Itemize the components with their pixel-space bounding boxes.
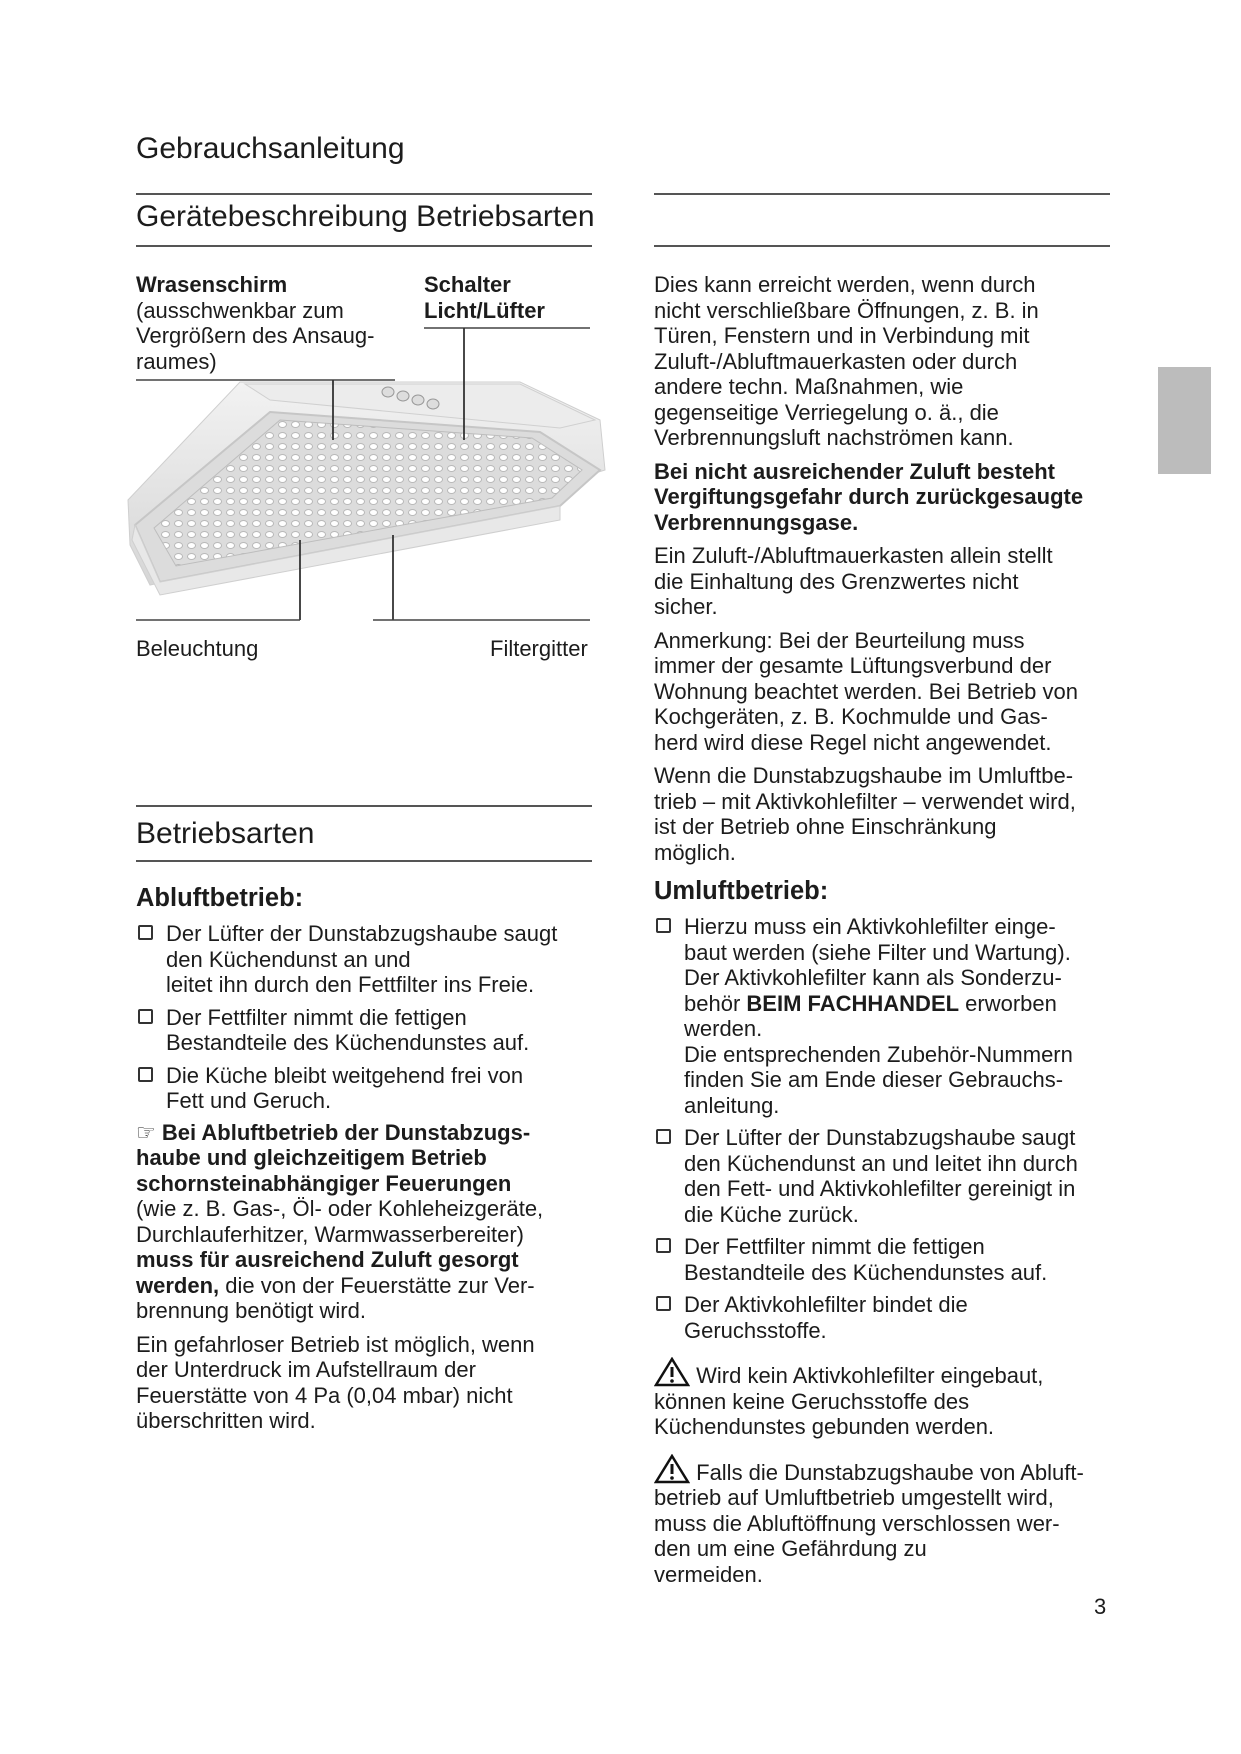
section-title: Gerätebeschreibung Betriebsarten <box>136 200 595 233</box>
abluft-paragraph: Ein gefahrloser Betrieb ist möglich, wenn der Unterdruck im Aufstellraum der Feuerstätte von 4 Pa (0,04 mbar) nicht überschritten wird. <box>136 1331 535 1433</box>
divider <box>654 193 1110 195</box>
umluft-heading: Umluftbetrieb: <box>654 877 829 905</box>
list-item: Der Aktivkohlefilter bindet die Geruchsstoffe. <box>654 1292 1124 1343</box>
checkbox-bullet-icon <box>138 1009 153 1024</box>
paragraph: Wenn die Dunstabzugshaube im Umluftbe- trieb – mit Aktivkohlefilter – verwendet wird, ist der Betrieb ohne Einschränkung möglich. <box>654 763 1076 865</box>
abluft-note: ☞ Bei Abluftbetrieb der Dunstabzugs- haube und gleichzeitigem Betrieb schornsteinabhängiger Feuerungen (wie z. B. Gas-, Öl- oder Kohleheizgeräte, Durchlauferhitzer, Warmwasserbereiter) muss für ausreichend Zuluft gesorgt werden, die von der Feuerstätte zur Ver- brennung benötigt wird. <box>136 1119 544 1323</box>
warning-triangle-icon <box>654 1357 690 1387</box>
label-beleuchtung: Beleuchtung <box>136 636 259 661</box>
divider <box>136 805 592 807</box>
list-item: Die Küche bleibt weitgehend frei von Fett und Geruch. <box>136 1063 596 1114</box>
label-schalter: Schalter Licht/Lüfter <box>424 272 545 323</box>
thumb-index-tab <box>1158 367 1211 474</box>
label-filtergitter: Filtergitter <box>490 636 588 661</box>
list-item: Der Fettfilter nimmt die fettigen Bestandteile des Küchendunstes auf. <box>654 1234 1124 1285</box>
checkbox-bullet-icon <box>138 1067 153 1082</box>
list-item: Der Fettfilter nimmt die fettigen Bestandteile des Küchendunstes auf. <box>136 1005 596 1056</box>
divider <box>654 245 1110 247</box>
warning-note: Falls die Dunstabzugshaube von Abluft- betrieb auf Umluftbetrieb umgestellt wird, muss die Abluftöffnung verschlossen wer- den um eine Gefährdung zu vermeiden. <box>654 1454 1124 1588</box>
paragraph: Anmerkung: Bei der Beurteilung muss immer der gesamte Lüftungsverbund der Wohnung beachtet werden. Bei Betrieb von Kochgeräten, z. B. Kochmulde und Gas- herd wird diese Regel nicht angewendet. <box>654 627 1078 755</box>
checkbox-bullet-icon <box>138 925 153 940</box>
warning-note: Wird kein Aktivkohlefilter eingebaut, können keine Geruchsstoffe des Küchendunstes gebunden werden. <box>654 1357 1124 1440</box>
label-wrasenschirm: Wrasenschirm (ausschwenkbar zum Vergrößern des Ansaug- raumes) <box>136 272 375 374</box>
list-item: Der Lüfter der Dunstabzugshaube saugt den Küchendunst an und leitet ihn durch den Fett- und Aktivkohlefilter gereinigt in die Küche zurück. <box>654 1125 1124 1227</box>
divider <box>136 245 592 247</box>
list-item: Der Lüfter der Dunstabzugshaube saugt den Küchendunst an und leitet ihn durch den Fettfilter ins Freie. <box>136 921 596 998</box>
page-number: 3 <box>1094 1594 1107 1619</box>
divider <box>136 860 592 862</box>
checkbox-bullet-icon <box>656 1296 671 1311</box>
checkbox-bullet-icon <box>656 918 671 933</box>
abluft-heading: Abluftbetrieb: <box>136 884 304 912</box>
pointing-hand-icon: ☞ <box>136 1119 156 1145</box>
checkbox-bullet-icon <box>656 1129 671 1144</box>
right-column <box>654 272 1124 1587</box>
warning-paragraph: Bei nicht ausreichender Zuluft besteht Vergiftungsgefahr durch zurückgesaugte Verbrennungsgase. <box>654 458 1084 535</box>
abluft-section <box>136 884 596 1434</box>
range-hood-illustration <box>120 320 610 640</box>
section-title-betriebsarten: Betriebsarten <box>136 817 315 850</box>
paragraph: Ein Zuluft-/Abluftmauerkasten allein stellt die Einhaltung des Grenzwertes nicht sicher. <box>654 543 1053 619</box>
warning-triangle-icon <box>654 1454 690 1484</box>
paragraph: Dies kann erreicht werden, wenn durch nicht verschließbare Öffnungen, z. B. in Türen, Fenstern und in Verbindung mit Zuluft-/Abluftmauerkasten oder durch andere techn. Maßnahmen, wie gegenseitige Verriegelung o. ä., die Verbrennungsluft nachströmen kann. <box>654 272 1039 450</box>
document-title: Gebrauchsanleitung <box>136 132 405 165</box>
divider <box>136 193 592 195</box>
list-item: Hierzu muss ein Aktivkohlefilter einge- baut werden (siehe Filter und Wartung). Der Aktivkohlefilter kann als Sonderzu- behör BEIM FACHHANDEL erworben werden. Die entsprechenden Zubehör-Nummern finden Sie am Ende dieser Gebrauchs- anleitung. <box>654 914 1124 1118</box>
checkbox-bullet-icon <box>656 1238 671 1253</box>
